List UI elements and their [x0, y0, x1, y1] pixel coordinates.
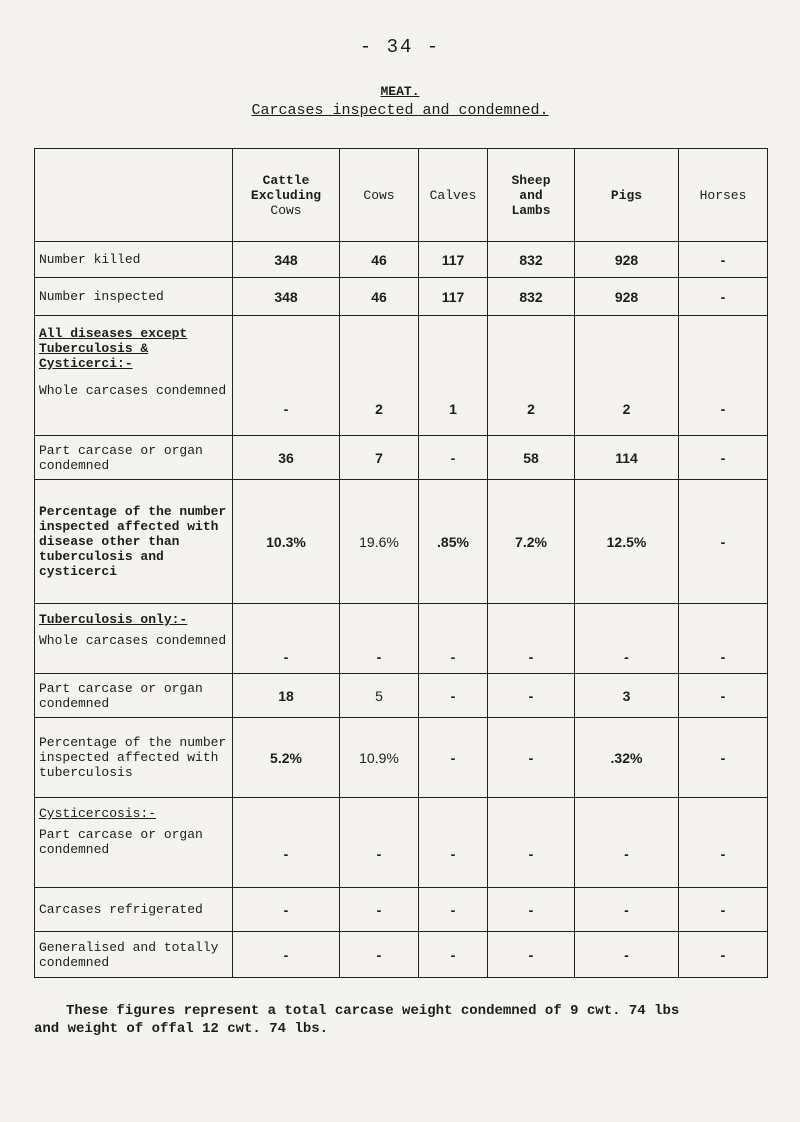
row-label: Cysticercosis:- Part carcase or organ condemned [35, 798, 233, 888]
cell: - [575, 888, 679, 932]
cell: 19.6% [340, 480, 419, 604]
cell: 832 [488, 242, 575, 278]
cell: 10.9% [340, 718, 419, 798]
cell: 348 [233, 242, 340, 278]
cell: - [679, 674, 768, 718]
cell: 832 [488, 278, 575, 316]
row-label: All diseases except Tuberculosis & Cysticerci:- Whole carcases condemned [35, 316, 233, 436]
cell: 12.5% [575, 480, 679, 604]
cell: - [419, 436, 488, 480]
row-cy-generalised [35, 932, 768, 978]
cell: 348 [233, 278, 340, 316]
cell: - [419, 888, 488, 932]
footnote [34, 1002, 774, 1038]
footnote-line-1: These figures represent a total carcase weight condemned of 9 cwt. 74 lbs [66, 1003, 680, 1019]
cell: 114 [575, 436, 679, 480]
cell: - [488, 932, 575, 978]
row-number-inspected [35, 278, 768, 316]
cell: - [419, 798, 488, 888]
cell: 7 [340, 436, 419, 480]
header-calves: Calves [419, 149, 488, 242]
row-tb-whole-condemned [35, 604, 768, 674]
cell: - [488, 798, 575, 888]
row-label: Percentage of the number inspected affected with disease other than tuberculosis and cysticerci [35, 480, 233, 604]
cell: - [679, 604, 768, 674]
cell: - [233, 932, 340, 978]
cell: - [679, 278, 768, 316]
row-cy-part-condemned [35, 798, 768, 888]
page-heading: MEAT. [380, 84, 420, 99]
cell: - [679, 242, 768, 278]
row-number-killed [35, 242, 768, 278]
cell: - [233, 888, 340, 932]
cell: 928 [575, 278, 679, 316]
page-subheading: Carcases inspected and condemned. [251, 102, 549, 119]
cell: 2 [340, 316, 419, 436]
cell: 18 [233, 674, 340, 718]
cell: .32% [575, 718, 679, 798]
header-pigs: Pigs [575, 149, 679, 242]
cell: 117 [419, 242, 488, 278]
section-title-all-diseases: All diseases except Tuberculosis & Cysticerci:- [39, 326, 188, 371]
cell: .85% [419, 480, 488, 604]
row-label: Part carcase or organ condemned [35, 436, 233, 480]
cell: - [679, 316, 768, 436]
cell: - [488, 718, 575, 798]
cell: - [340, 932, 419, 978]
row-label: Part carcase or organ condemned [35, 674, 233, 718]
cell: 3 [575, 674, 679, 718]
cell: - [679, 798, 768, 888]
cell: - [419, 604, 488, 674]
row-cy-refrigerated [35, 888, 768, 932]
cell: - [488, 604, 575, 674]
cell: 1 [419, 316, 488, 436]
footnote-line-2: and weight of offal 12 cwt. 74 lbs. [34, 1021, 329, 1037]
cell: - [488, 674, 575, 718]
row-all-percentage [35, 480, 768, 604]
header-row [35, 149, 768, 242]
cell: - [233, 798, 340, 888]
row-tb-part-condemned [35, 674, 768, 718]
row-all-part-condemned [35, 436, 768, 480]
cell: 46 [340, 278, 419, 316]
header-blank [35, 149, 233, 242]
row-label: Tuberculosis only:- Whole carcases condemned [35, 604, 233, 674]
cell: 5 [340, 674, 419, 718]
meat-inspection-table [34, 148, 768, 978]
cell: - [340, 888, 419, 932]
row-label: Carcases refrigerated [35, 888, 233, 932]
cell: - [419, 932, 488, 978]
cell: - [419, 718, 488, 798]
cell: 2 [575, 316, 679, 436]
cell: - [679, 932, 768, 978]
row-label: Generalised and totally condemned [35, 932, 233, 978]
cell: - [679, 480, 768, 604]
cell: 928 [575, 242, 679, 278]
header-cattle: Cattle Excluding Cows [233, 149, 340, 242]
cell: - [575, 932, 679, 978]
page-number: - 34 - [359, 36, 441, 58]
cell: 7.2% [488, 480, 575, 604]
cell: - [679, 718, 768, 798]
header-cows: Cows [340, 149, 419, 242]
cell: - [233, 604, 340, 674]
row-all-whole-condemned [35, 316, 768, 436]
cell: - [419, 674, 488, 718]
section-title-cysticercosis: Cysticercosis:- [39, 806, 157, 821]
row-label: Percentage of the number inspected affected with tuberculosis [35, 718, 233, 798]
row-label: Number killed [35, 242, 233, 278]
cell: 58 [488, 436, 575, 480]
cell: 2 [488, 316, 575, 436]
cell: - [340, 798, 419, 888]
cell: 46 [340, 242, 419, 278]
cell: - [233, 316, 340, 436]
cell: 10.3% [233, 480, 340, 604]
cell: 117 [419, 278, 488, 316]
header-sheep: Sheep and Lambs [488, 149, 575, 242]
row-tb-percentage [35, 718, 768, 798]
cell: - [488, 888, 575, 932]
cell: - [679, 436, 768, 480]
cell: 36 [233, 436, 340, 480]
cell: - [340, 604, 419, 674]
cell: - [679, 888, 768, 932]
header-horses: Horses [679, 149, 768, 242]
section-title-tuberculosis: Tuberculosis only:- [39, 612, 188, 627]
row-label: Number inspected [35, 278, 233, 316]
cell: - [575, 604, 679, 674]
cell: 5.2% [233, 718, 340, 798]
cell: - [575, 798, 679, 888]
